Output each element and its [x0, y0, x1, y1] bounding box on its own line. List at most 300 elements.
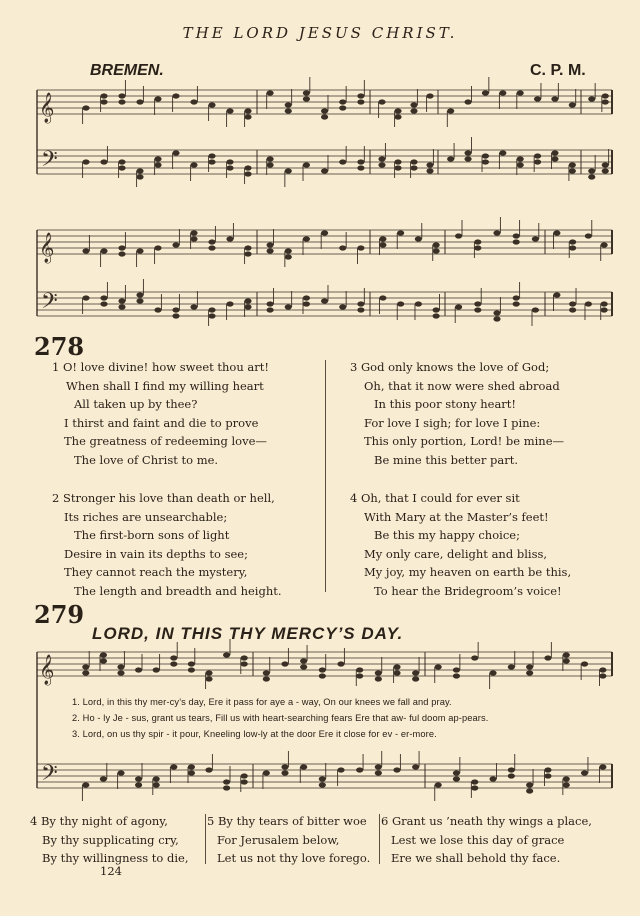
note-head [285, 248, 292, 253]
note-head [266, 242, 273, 247]
note-head [447, 156, 454, 161]
note-head [394, 159, 401, 164]
stanza-line-1: 1. Lord, in this thy mer-cy’s day, Ere it pass for aye a - way, On our knees we fall and pray. [72, 697, 452, 707]
note-head [188, 764, 195, 769]
note-head [100, 295, 107, 300]
verse-line: The greatness of redeeming love— [64, 434, 267, 449]
note-head [118, 159, 125, 164]
note-head [208, 239, 215, 244]
note-head [172, 242, 179, 247]
note-head [100, 301, 107, 306]
note-head [357, 165, 364, 170]
note-head [544, 655, 551, 660]
note-head [471, 655, 478, 660]
note-head [300, 658, 307, 663]
note-head [118, 93, 125, 98]
note-head [474, 245, 481, 250]
note-head [100, 776, 107, 781]
verse-line: The length and breadth and height. [74, 583, 282, 598]
note-head [563, 782, 570, 787]
note-head [551, 96, 558, 101]
note-head [378, 99, 385, 104]
note-head [135, 776, 142, 781]
note-head [357, 245, 364, 250]
verse-line: All taken up by thee? [74, 397, 198, 412]
note-head [82, 782, 89, 787]
note-head [154, 162, 161, 167]
note-head [410, 165, 417, 170]
note-head [244, 298, 251, 303]
note-head [285, 108, 292, 113]
note-head [226, 301, 233, 306]
note-head [602, 93, 609, 98]
note-head [303, 295, 310, 300]
note-head [339, 304, 346, 309]
note-head [412, 676, 419, 681]
note-head [205, 676, 212, 681]
note-head [482, 90, 489, 95]
note-head [378, 162, 385, 167]
note-head [136, 248, 143, 253]
note-head [337, 661, 344, 666]
note-head [532, 307, 539, 312]
note-head [585, 233, 592, 238]
bass-clef: 𝄢 [41, 761, 58, 791]
note-head [321, 230, 328, 235]
note-head [588, 96, 595, 101]
note-head [393, 664, 400, 669]
note-head [453, 673, 460, 678]
note-head [117, 664, 124, 669]
note-head [433, 242, 440, 247]
note-head [100, 159, 107, 164]
verse-line: By thy supplicating cry, [42, 832, 179, 847]
note-head [118, 99, 125, 104]
meter-label: C. P. M. [530, 62, 586, 79]
verse-line: By thy willingness to die, [42, 851, 189, 866]
note-head [526, 788, 533, 793]
verse-line: Desire in vain its depths to see; [64, 546, 248, 561]
note-head [394, 108, 401, 113]
note-head [82, 670, 89, 675]
note-head [319, 776, 326, 781]
note-head [489, 776, 496, 781]
note-head [499, 90, 506, 95]
note-head [170, 764, 177, 769]
note-head [244, 114, 251, 119]
note-head [553, 292, 560, 297]
note-head [100, 248, 107, 253]
note-head [223, 652, 230, 657]
note-head [136, 99, 143, 104]
note-head [378, 156, 385, 161]
note-head [266, 162, 273, 167]
note-head [544, 767, 551, 772]
note-head [319, 673, 326, 678]
note-head [303, 90, 310, 95]
note-head [599, 673, 606, 678]
verse-line: Ere we shall behold thy face. [391, 851, 561, 866]
note-head [154, 156, 161, 161]
verse-line: 5 By thy tears of bitter woe [207, 814, 367, 828]
note-head [397, 301, 404, 306]
note-head [136, 174, 143, 179]
note-head [153, 782, 160, 787]
verse-line: 3 God only knows the love of God; [350, 360, 550, 374]
note-head [482, 153, 489, 158]
verse-line: I thirst and faint and die to prove [64, 415, 259, 430]
note-head [208, 159, 215, 164]
note-head [471, 785, 478, 790]
verse-block-3 [350, 358, 620, 470]
verse-line: Be mine this better part. [374, 452, 518, 467]
note-head [339, 99, 346, 104]
note-head [136, 292, 143, 297]
note-head [412, 764, 419, 769]
verse-block-279-6 [381, 812, 592, 868]
note-head [412, 670, 419, 675]
note-head [300, 664, 307, 669]
note-head [188, 667, 195, 672]
verse-line: To hear the Bridegroom’s voice! [374, 583, 562, 598]
note-head [172, 93, 179, 98]
note-head [241, 773, 248, 778]
note-head [569, 102, 576, 107]
verse-line: My only care, delight and bliss, [364, 546, 548, 561]
note-head [393, 767, 400, 772]
note-head [266, 156, 273, 161]
note-head [82, 295, 89, 300]
tune-name: BREMEN. [90, 62, 164, 79]
note-head [551, 150, 558, 155]
note-head [435, 664, 442, 669]
note-head [602, 162, 609, 167]
note-head [172, 307, 179, 312]
note-head [263, 770, 270, 775]
note-head [154, 96, 161, 101]
note-head [453, 776, 460, 781]
verse-line: 4 Oh, that I could for ever sit [350, 491, 520, 505]
note-head [82, 105, 89, 110]
treble-clef: 𝄞 [39, 655, 55, 685]
verse-line: Be this my happy choice; [374, 528, 520, 543]
note-head [244, 108, 251, 113]
note-head [285, 102, 292, 107]
note-head [357, 307, 364, 312]
note-head [226, 165, 233, 170]
verse-line: The love of Christ to me. [74, 452, 219, 467]
note-head [172, 150, 179, 155]
verse-block-4 [350, 489, 620, 601]
note-head [563, 652, 570, 657]
note-head [285, 304, 292, 309]
note-head [394, 165, 401, 170]
verse-line: When shall I find my willing heart [66, 378, 264, 393]
note-head [100, 658, 107, 663]
note-head [489, 670, 496, 675]
note-head [170, 661, 177, 666]
note-head [517, 156, 524, 161]
note-head [410, 159, 417, 164]
verse-line: My joy, my heaven on earth be this, [364, 565, 572, 580]
stanza-lyrics [72, 697, 488, 745]
note-head [266, 301, 273, 306]
note-head [172, 313, 179, 318]
note-head [154, 307, 161, 312]
note-head [241, 655, 248, 660]
note-head [379, 242, 386, 247]
note-head [375, 764, 382, 769]
note-head [321, 114, 328, 119]
verse-line: 4 By thy night of agony, [30, 814, 168, 828]
note-head [551, 156, 558, 161]
verse-line: 2 Stronger his love than death or hell, [52, 491, 275, 505]
note-head [208, 153, 215, 158]
note-head [426, 93, 433, 98]
bass-clef: 𝄢 [41, 147, 58, 177]
note-head [244, 304, 251, 309]
note-head [357, 301, 364, 306]
note-head [223, 779, 230, 784]
note-head [263, 670, 270, 675]
stanza-line-3: 3. Lord, on us thy spir - it pour, Kneeling low-ly at the door Ere it close for ev - er-more. [72, 729, 437, 739]
note-head [410, 108, 417, 113]
note-head [205, 767, 212, 772]
note-head [303, 301, 310, 306]
hymn-title-279: LORD, IN THIS THY MERCY’S DAY. [92, 624, 404, 643]
note-head [602, 99, 609, 104]
note-head [426, 168, 433, 173]
note-head [379, 236, 386, 241]
note-head [118, 245, 125, 250]
verse-line: Its riches are unsearchable; [64, 509, 228, 524]
note-head [82, 159, 89, 164]
note-head [493, 310, 500, 315]
note-head [190, 236, 197, 241]
verse-block-2 [52, 489, 322, 601]
verse-line: For love I sigh; for love I pine: [364, 415, 541, 430]
note-head [319, 782, 326, 787]
note-head [118, 165, 125, 170]
note-head [474, 239, 481, 244]
hymn-number-278: 278 [34, 332, 85, 361]
note-head [241, 779, 248, 784]
verse-line: For Jerusalem below, [217, 832, 340, 847]
note-head [513, 239, 520, 244]
note-head [601, 301, 608, 306]
verse-line: Oh, that it now were shed abroad [364, 378, 560, 393]
note-head [415, 236, 422, 241]
note-head [493, 230, 500, 235]
note-head [82, 248, 89, 253]
note-head [513, 301, 520, 306]
column-divider [205, 814, 206, 864]
note-head [356, 673, 363, 678]
note-head [553, 230, 560, 235]
note-head [281, 661, 288, 666]
note-head [135, 667, 142, 672]
note-head [569, 307, 576, 312]
note-head [517, 162, 524, 167]
note-head [534, 153, 541, 158]
note-head [534, 96, 541, 101]
note-head [205, 670, 212, 675]
note-head [415, 301, 422, 306]
stanza-line-2: 2. Ho - ly Je - sus, grant us tears, Fill us with heart-searching fears Ere that aw- ful doom ap-pears. [72, 713, 489, 723]
note-head [188, 661, 195, 666]
note-head [569, 245, 576, 250]
note-head [532, 236, 539, 241]
note-head [244, 165, 251, 170]
note-head [208, 102, 215, 107]
note-head [136, 298, 143, 303]
verse-block-1 [52, 358, 322, 470]
note-head [117, 670, 124, 675]
note-head [190, 230, 197, 235]
note-head [100, 652, 107, 657]
note-head [188, 770, 195, 775]
note-head [526, 782, 533, 787]
note-head [100, 93, 107, 98]
note-head [569, 162, 576, 167]
note-head [455, 304, 462, 309]
note-head [508, 664, 515, 669]
note-head [226, 236, 233, 241]
note-head [266, 248, 273, 253]
note-head [339, 245, 346, 250]
note-head [435, 782, 442, 787]
note-head [375, 670, 382, 675]
verse-line: 6 Grant us ’neath thy wings a place, [381, 814, 592, 828]
verse-block-279-4 [30, 812, 188, 868]
note-head [397, 230, 404, 235]
note-head [464, 99, 471, 104]
note-head [190, 99, 197, 104]
note-head [513, 295, 520, 300]
note-head [455, 233, 462, 238]
note-head [433, 307, 440, 312]
note-head [321, 298, 328, 303]
verse-line: Lest we lose this day of grace [391, 832, 565, 847]
treble-clef: 𝄞 [39, 233, 55, 263]
note-head [513, 233, 520, 238]
note-head [563, 776, 570, 781]
note-head [266, 307, 273, 312]
note-head [285, 254, 292, 259]
note-head [154, 245, 161, 250]
note-head [601, 242, 608, 247]
note-head [266, 90, 273, 95]
note-head [433, 248, 440, 253]
column-divider [325, 360, 326, 592]
note-head [153, 667, 160, 672]
note-head [300, 764, 307, 769]
note-head [321, 168, 328, 173]
note-head [426, 162, 433, 167]
note-head [337, 767, 344, 772]
note-head [544, 773, 551, 778]
verse-line: With Mary at the Master’s feet! [364, 509, 549, 524]
page-header: THE LORD JESUS CHRIST. [182, 24, 458, 42]
note-head [135, 782, 142, 787]
note-head [118, 304, 125, 309]
verse-line: The first-born sons of light [74, 528, 230, 543]
verse-block-279-5 [207, 812, 370, 868]
note-head [534, 159, 541, 164]
note-head [599, 667, 606, 672]
note-head [117, 770, 124, 775]
note-head [375, 676, 382, 681]
note-head [526, 664, 533, 669]
note-head [526, 670, 533, 675]
note-head [241, 661, 248, 666]
note-head [223, 785, 230, 790]
note-head [244, 251, 251, 256]
note-head [447, 108, 454, 113]
note-head [82, 664, 89, 669]
note-head [281, 764, 288, 769]
note-head [357, 93, 364, 98]
note-head [581, 770, 588, 775]
note-head [357, 99, 364, 104]
bass-clef: 𝄢 [41, 289, 58, 319]
note-head [601, 307, 608, 312]
note-head [281, 770, 288, 775]
note-head [410, 102, 417, 107]
note-head [464, 150, 471, 155]
note-head [569, 168, 576, 173]
note-head [581, 661, 588, 666]
note-head [153, 776, 160, 781]
note-head [339, 105, 346, 110]
note-head [303, 162, 310, 167]
note-head [208, 307, 215, 312]
note-head [190, 304, 197, 309]
note-head [357, 159, 364, 164]
note-head [474, 301, 481, 306]
note-head [464, 156, 471, 161]
page-number: 124 [100, 864, 122, 878]
note-head [118, 298, 125, 303]
note-head [453, 667, 460, 672]
treble-clef: 𝄞 [39, 93, 55, 123]
note-head [394, 114, 401, 119]
note-head [170, 655, 177, 660]
note-head [285, 168, 292, 173]
note-head [493, 316, 500, 321]
verse-line: This only portion, Lord! be mine— [364, 434, 565, 449]
note-head [499, 150, 506, 155]
note-head [263, 676, 270, 681]
note-head [136, 168, 143, 173]
note-head [508, 767, 515, 772]
note-head [190, 162, 197, 167]
note-head [379, 295, 386, 300]
verse-line: 1 O! love divine! how sweet thou art! [52, 360, 270, 374]
note-head [588, 168, 595, 173]
note-head [375, 770, 382, 775]
note-head [244, 171, 251, 176]
note-head [569, 301, 576, 306]
verse-line: Let us not thy love forego. [217, 851, 371, 866]
note-head [319, 667, 326, 672]
note-head [599, 764, 606, 769]
note-head [508, 773, 515, 778]
note-head [100, 99, 107, 104]
note-head [321, 108, 328, 113]
note-head [585, 301, 592, 306]
note-head [303, 236, 310, 241]
